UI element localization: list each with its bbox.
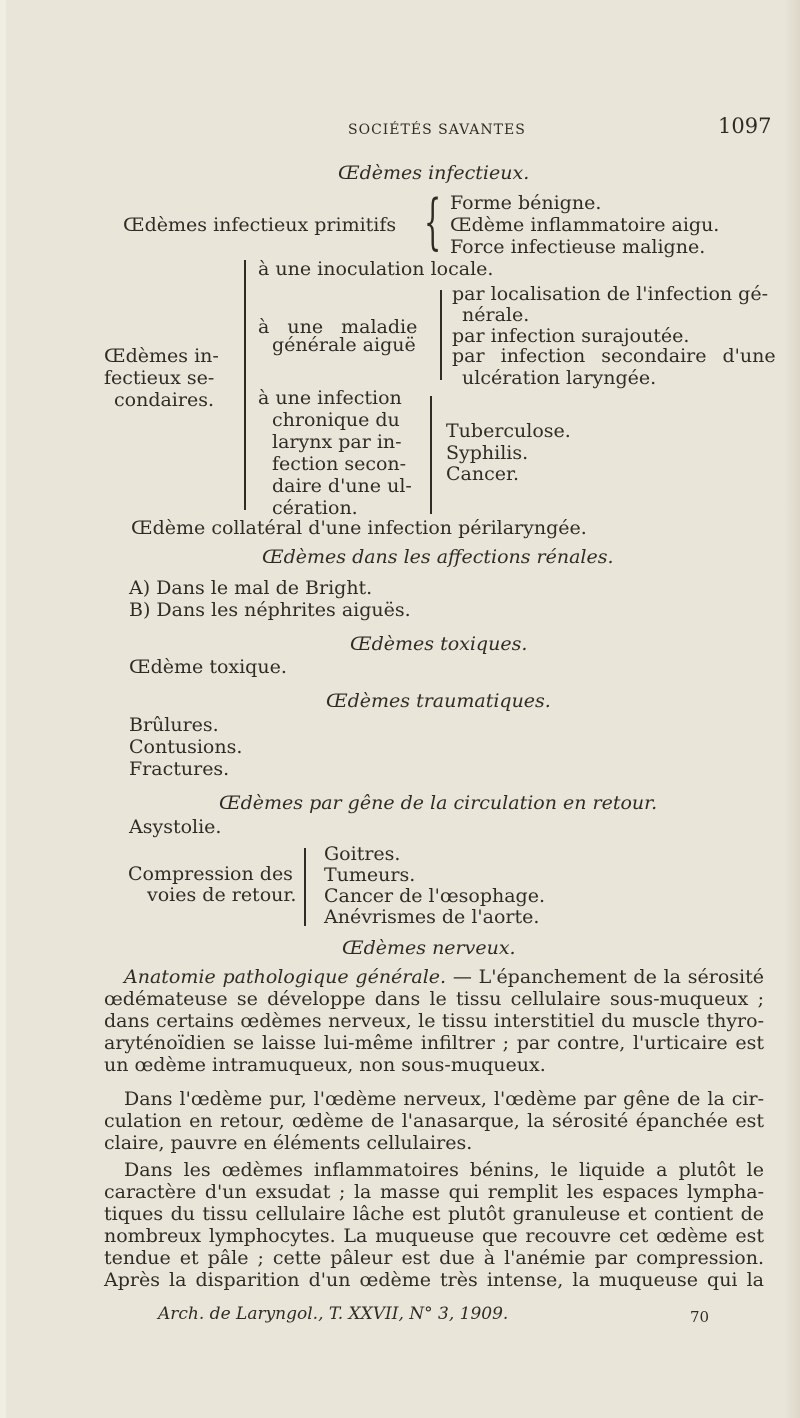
footer-citation: Arch. de Laryngol., T. XXVII, N° 3, 1909. xyxy=(158,1304,509,1324)
primitifs-item: Forme bénigne. xyxy=(450,192,602,214)
text-line: œdémateuse se développe dans le tissu cellulaire sous-muqueux ; xyxy=(104,988,764,1010)
chronique-item: Cancer. xyxy=(446,463,520,485)
heading-traumatiques: Œdèmes traumatiques. xyxy=(326,690,551,712)
secondaires-label: condaires. xyxy=(114,389,215,411)
page-left-edge xyxy=(0,0,6,1418)
renales-item: A) Dans le mal de Bright. xyxy=(129,577,373,599)
chronique-item: Tuberculose. xyxy=(446,420,571,442)
maladie-item: ulcération laryngée. xyxy=(462,367,657,389)
text-line: dans certains œdèmes nerveux, le tissu interstitiel du muscle thyro- xyxy=(104,1010,764,1032)
renales-item: B) Dans les néphrites aiguës. xyxy=(129,599,411,621)
compression-item: Goitres. xyxy=(324,843,401,865)
primitifs-item: Œdème inflammatoire aigu. xyxy=(450,214,720,236)
heading-toxiques: Œdèmes toxiques. xyxy=(350,633,528,655)
compression-item: Tumeurs. xyxy=(324,864,416,886)
compression-label: voies de retour. xyxy=(147,884,297,906)
chronique-item: Syphilis. xyxy=(446,442,529,464)
text-line: tiques du tissu cellulaire lâche est plutôt granuleuse et contient de xyxy=(104,1203,764,1225)
maladie-item: par localisation de l'infection gé- xyxy=(452,283,768,305)
compression-label: Compression des xyxy=(128,863,293,885)
traumatiques-item: Brûlures. xyxy=(129,714,219,736)
page-number: 1097 xyxy=(718,114,772,138)
traumatiques-item: Contusions. xyxy=(129,736,243,758)
text-line: — L'épanchement de la sérosité xyxy=(446,966,764,988)
text-line: aryténoïdien se laisse lui-même infiltrer ; par contre, l'urticaire est xyxy=(104,1032,764,1054)
chronique-label: fection secon- xyxy=(272,453,407,475)
traumatiques-item: Fractures. xyxy=(129,758,230,780)
maladie-label: générale aiguë xyxy=(272,334,416,356)
text-line: nombreux lymphocytes. La muqueuse que recouvre cet œdème est xyxy=(104,1225,764,1247)
maladie-item: par infection secondaire d'une xyxy=(452,345,776,367)
compression-item: Anévrismes de l'aorte. xyxy=(324,906,540,928)
paragraph-inflammatoires xyxy=(104,1159,764,1291)
text-line: un œdème intramuqueux, non sous-muqueux. xyxy=(104,1054,546,1076)
running-title: SOCIÉTÉS SAVANTES xyxy=(348,122,526,138)
heading-infectieux: Œdèmes infectieux. xyxy=(338,162,530,184)
primitifs-label: Œdèmes infectieux primitifs xyxy=(123,214,397,236)
inoculation-line: à une inoculation locale. xyxy=(258,258,494,280)
text-line: culation en retour, œdème de l'anasarque, la sérosité épanchée est xyxy=(104,1110,764,1132)
chronique-brace xyxy=(430,396,432,514)
heading-circulation: Œdèmes par gêne de la circulation en retour. xyxy=(219,792,658,814)
toxiques-item: Œdème toxique. xyxy=(129,656,287,678)
maladie-item: nérale. xyxy=(462,304,530,326)
heading-renales: Œdèmes dans les affections rénales. xyxy=(262,546,614,568)
text-line: claire, pauvre en éléments cellulaires. xyxy=(104,1132,473,1154)
maladie-label: à une maladie xyxy=(258,316,418,338)
primitifs-item: Force infectieuse maligne. xyxy=(450,236,706,258)
asystolie-line: Asystolie. xyxy=(129,816,222,838)
chronique-label: cération. xyxy=(272,497,358,519)
chronique-label: chronique du xyxy=(272,409,400,431)
paragraph-anatomie xyxy=(104,966,764,1076)
text-line: Dans l'œdème pur, l'œdème nerveux, l'œdème par gêne de la cir- xyxy=(124,1088,764,1110)
compression-brace xyxy=(304,848,306,926)
primitifs-brace: { xyxy=(424,187,442,257)
heading-nerveux: Œdèmes nerveux. xyxy=(342,937,516,959)
text-line: Dans les œdèmes inflammatoires bénins, le liquide a plutôt le xyxy=(124,1159,764,1181)
secondaires-label: Œdèmes in- xyxy=(104,345,219,367)
secondaires-brace xyxy=(244,260,246,510)
paragraph-lead: Anatomie pathologique générale. xyxy=(124,966,447,988)
text-line: Après la disparition d'un œdème très intense, la muqueuse qui la xyxy=(104,1269,764,1291)
chronique-label: daire d'une ul- xyxy=(272,475,412,497)
text-line: caractère d'un exsudat ; la masse qui remplit les espaces lympha- xyxy=(104,1181,764,1203)
chronique-label: à une infection xyxy=(258,387,402,409)
signature-number: 70 xyxy=(690,1308,710,1326)
text-line: tendue et pâle ; cette pâleur est due à l'anémie par compression. xyxy=(104,1247,764,1269)
page-right-edge xyxy=(784,0,800,1418)
paragraph-oedeme-pur xyxy=(104,1088,764,1154)
secondaires-label: fectieux se- xyxy=(104,367,215,389)
compression-item: Cancer de l'œsophage. xyxy=(324,885,546,907)
collateral-line: Œdème collatéral d'une infection périlaryngée. xyxy=(131,517,587,539)
chronique-label: larynx par in- xyxy=(272,431,402,453)
maladie-brace xyxy=(440,290,442,380)
maladie-item: par infection surajoutée. xyxy=(452,325,690,347)
